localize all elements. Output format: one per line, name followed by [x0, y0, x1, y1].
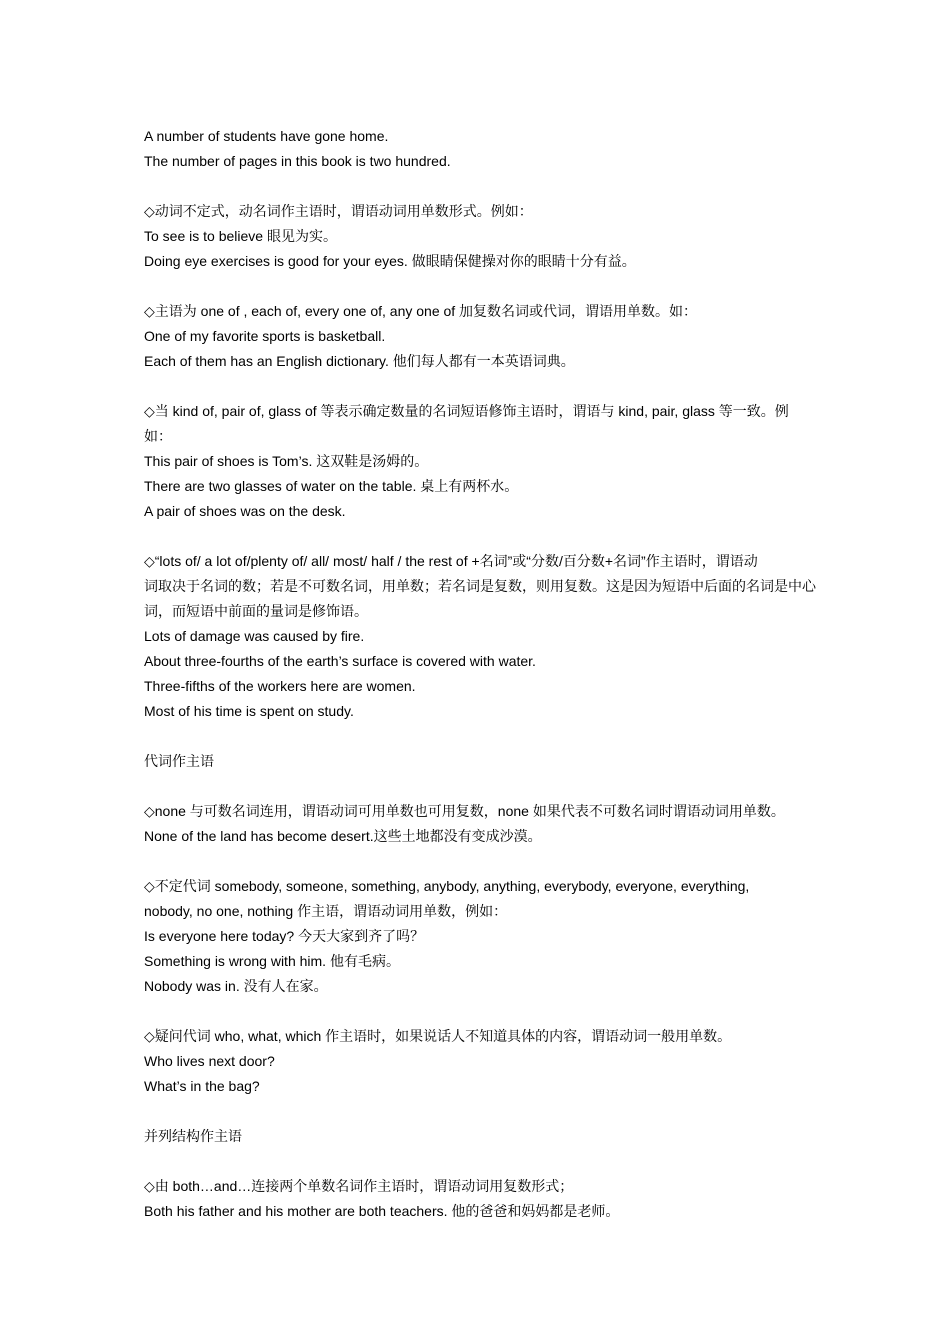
text-line: None of the land has become desert.这些土地都没有变成沙漠。 [144, 828, 542, 844]
text-line: ◇主语为 one of , each of, every one of, any one of 加复数名词或代词，谓语用单数。如： [144, 303, 698, 319]
text-line: 代词作主语 [144, 753, 214, 769]
text-line: ◇动词不定式，动名词作主语时，谓语动词用单数形式。例如： [144, 203, 533, 219]
text-line: ◇none 与可数名词连用，谓语动词可用单数也可用复数，none 如果代表不可数名词时谓语动词用单数。 [144, 803, 785, 819]
text-line: nobody, no one, nothing 作主语，谓语动词用单数，例如： [144, 903, 508, 919]
text-line: Is everyone here today? 今天大家到齐了吗？ [144, 928, 425, 944]
text-line: The number of pages in this book is two hundred. [144, 153, 451, 169]
blank-line [144, 849, 824, 874]
text-line: ◇由 both…and…连接两个单数名词作主语时，谓语动词用复数形式； [144, 1178, 574, 1194]
text-line: Who lives next door? [144, 1053, 275, 1069]
text-line: Three-fifths of the workers here are women. [144, 678, 416, 694]
blank-line [144, 774, 824, 799]
text-line: What’s in the bag? [144, 1078, 260, 1094]
text-line: Most of his time is spent on study. [144, 703, 354, 719]
blank-line [144, 724, 824, 749]
text-line: 词取决于名词的数；若是不可数名词，用单数；若名词是复数，则用复数。这是因为短语中后面的名词是中心 [144, 578, 816, 594]
blank-line [144, 999, 824, 1024]
text-line: 并列结构作主语 [144, 1128, 242, 1144]
text-line: ◇“lots of/ a lot of/plenty of/ all/ most/ half / the rest of +名词”或“分数/百分数+名词”作主语时，谓语动 [144, 553, 758, 569]
text-line: Something is wrong with him. 他有毛病。 [144, 953, 400, 969]
blank-line [144, 1149, 824, 1174]
text-line: Nobody was in. 没有人在家。 [144, 978, 328, 994]
text-line: Lots of damage was caused by fire. [144, 628, 365, 644]
text-line: Each of them has an English dictionary. 他们每人都有一本英语词典。 [144, 353, 575, 369]
blank-line [144, 174, 824, 199]
text-line: ◇当 kind of, pair of, glass of 等表示确定数量的名词短语修饰主语时，谓语与 kind, pair, glass 等一致。例 [144, 403, 789, 419]
blank-line [144, 524, 824, 549]
text-line: A number of students have gone home. [144, 128, 389, 144]
text-line: There are two glasses of water on the table. 桌上有两杯水。 [144, 478, 519, 494]
text-line: 如： [144, 428, 172, 444]
text-line: ◇疑问代词 who, what, which 作主语时，如果说话人不知道具体的内容，谓语动词一般用单数。 [144, 1028, 732, 1044]
text-line: Doing eye exercises is good for your eyes. 做眼睛保健操对你的眼睛十分有益。 [144, 253, 636, 269]
text-line: A pair of shoes was on the desk. [144, 503, 346, 519]
text-line: To see is to believe 眼见为实。 [144, 228, 337, 244]
blank-line [144, 1099, 824, 1124]
blank-line [144, 274, 824, 299]
text-line: This pair of shoes is Tom’s. 这双鞋是汤姆的。 [144, 453, 429, 469]
text-line: ◇不定代词 somebody, someone, something, anybody, anything, everybody, everyone, everything, [144, 878, 750, 894]
text-line: One of my favorite sports is basketball. [144, 328, 386, 344]
text-line: About three-fourths of the earth’s surface is covered with water. [144, 653, 536, 669]
text-line: Both his father and his mother are both teachers. 他的爸爸和妈妈都是老师。 [144, 1203, 620, 1219]
text-line: 词，而短语中前面的量词是修饰语。 [144, 603, 368, 619]
document-body [144, 124, 824, 1224]
blank-line [144, 374, 824, 399]
